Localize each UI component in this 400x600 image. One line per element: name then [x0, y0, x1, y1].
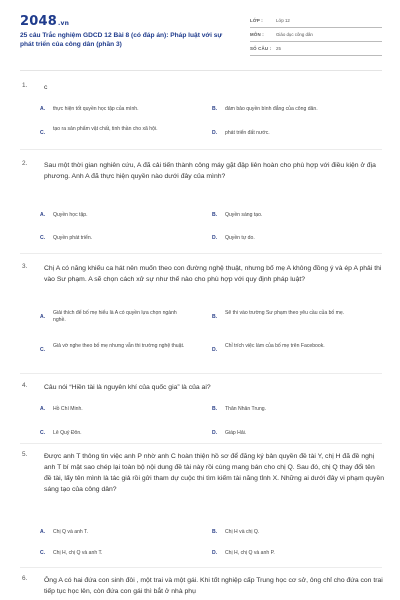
option-letter: C.	[40, 550, 46, 556]
option-letter: A.	[40, 314, 46, 320]
option-text: đảm bảo quyền bình đẳng của công dân.	[225, 106, 318, 112]
option-c[interactable]	[40, 430, 200, 437]
option-text: Hồ Chí Minh.	[53, 406, 83, 412]
question-text: Sau một thời gian nghiên cứu, A đã cải tiến thành công máy gặt đập liên hoàn cho phù hợp với điều kiện ở địa phương. Anh A đã thực hiện quyền nào dưới đây của mình?	[44, 162, 376, 180]
question-number: 1.	[22, 82, 28, 89]
logo-main: 2048	[20, 14, 57, 29]
question-separator	[20, 567, 382, 568]
option-text: Sẽ thi vào trường Sư phạm theo yêu cầu của bố mẹ.	[225, 310, 345, 316]
option-letter: D.	[212, 550, 218, 556]
meta-key: SỐ CÂU :	[250, 46, 272, 51]
option-text: Chị Q và anh T.	[53, 529, 89, 535]
option-letter: C.	[40, 130, 46, 136]
option-text: Lê Quý Đôn.	[53, 430, 82, 436]
meta-key: LỚP :	[250, 18, 263, 23]
option-text: Giải thích để bố mẹ hiểu là A có quyền lựa chọn ngành nghề.	[53, 310, 177, 323]
option-a[interactable]	[40, 212, 200, 219]
option-text: Giả vờ nghe theo bố mẹ nhưng vẫn thi trường nghệ thuật.	[53, 343, 185, 349]
option-text: Quyền học tập.	[53, 212, 88, 218]
question-number: 6.	[22, 575, 28, 582]
option-text: Chị H, chị Q và anh T.	[53, 550, 103, 556]
question-text: Chị A có năng khiếu ca hát nên muốn theo con đường nghệ thuật, nhưng bố mẹ A không đồng ý và ép A phải thi vào Sư phạm. A sẽ chọn cách xử sự như thế nào cho phù hợp với quy định pháp luật?	[44, 265, 382, 283]
option-d[interactable]	[212, 343, 352, 354]
option-a[interactable]	[40, 310, 190, 324]
option-letter: A.	[40, 212, 46, 218]
option-letter: A.	[40, 529, 46, 535]
option-letter: B.	[212, 314, 218, 320]
option-letter: B.	[212, 406, 218, 412]
option-letter: B.	[212, 212, 218, 218]
meta-value: Giáo dục công dân	[276, 32, 313, 37]
header-divider	[20, 70, 382, 71]
option-b[interactable]	[212, 212, 382, 219]
question-number: 5.	[22, 451, 28, 458]
question-separator	[20, 253, 382, 254]
question-text: Câu nói “Hiền tài là nguyên khí của quốc gia” là của ai?	[44, 384, 211, 391]
option-text: tạo ra sản phẩm vật chất, tinh thần cho xã hội.	[53, 126, 158, 132]
option-text: Chị H và chị Q.	[225, 529, 260, 535]
option-text: Quyền sáng tạo.	[225, 212, 263, 218]
option-d[interactable]	[212, 550, 382, 557]
option-letter: D.	[212, 235, 218, 241]
option-c[interactable]	[40, 550, 200, 557]
option-a[interactable]	[40, 529, 200, 536]
meta-row-class	[250, 14, 382, 28]
option-letter: C.	[40, 235, 46, 241]
page-title: 25 câu Trắc nghiệm GDCD 12 Bài 8 (có đáp án): Pháp luật với sự phát triển của công dân (phần 3)	[20, 32, 223, 48]
option-b[interactable]	[212, 310, 352, 321]
option-b[interactable]	[212, 106, 382, 113]
meta-value: 25	[276, 46, 281, 51]
option-letter: A.	[40, 406, 46, 412]
question-number: 4.	[22, 382, 28, 389]
option-text: phát triển đất nước.	[225, 130, 270, 136]
question-number: 2.	[22, 160, 28, 167]
option-letter: D.	[212, 430, 218, 436]
option-text: Chỉ trích việc làm của bố mẹ trên Facebook.	[225, 343, 325, 349]
meta-table	[250, 14, 382, 56]
question-text: c	[44, 84, 48, 91]
option-text: thực hiện tốt quyền học tập của mình.	[53, 106, 139, 112]
site-logo[interactable]	[20, 14, 69, 29]
question-text: Được anh T thông tin việc anh P nhờ anh C hoàn thiện hồ sơ để đăng ký bản quyền đề tài Y, chị H đã đề nghị anh T bí mật sao chép lại toàn bộ nội dung đề tài này rồi cùng mang bán cho chị Q. Sau đó, chị Q thay đổi tên đề tài, lấy tên mình là tác giả rồi gửi tham dự cuộc thi tìm kiếm tài năng tỉnh X. Những ai dưới đây vi phạm quyền sáng tạo của công dân?	[44, 453, 385, 493]
option-letter: B.	[212, 106, 218, 112]
option-c[interactable]	[40, 343, 190, 354]
option-a[interactable]	[40, 406, 200, 413]
option-letter: D.	[212, 347, 218, 353]
meta-value: Lớp 12	[276, 18, 290, 23]
option-letter: D.	[212, 130, 218, 136]
option-d[interactable]	[212, 235, 382, 242]
option-a[interactable]	[40, 106, 200, 113]
option-text: Chị H, chị Q và anh P.	[225, 550, 275, 556]
option-text: Thân Nhân Trung.	[225, 406, 267, 412]
option-d[interactable]	[212, 130, 382, 137]
option-letter: C.	[40, 430, 46, 436]
option-b[interactable]	[212, 406, 382, 413]
question-separator	[20, 443, 382, 444]
option-letter: B.	[212, 529, 218, 535]
option-letter: C.	[40, 347, 46, 353]
option-d[interactable]	[212, 430, 382, 437]
question-number: 3.	[22, 263, 28, 270]
question-separator	[20, 373, 382, 374]
meta-row-subject	[250, 28, 382, 42]
option-c[interactable]	[40, 126, 180, 137]
option-letter: A.	[40, 106, 46, 112]
question-text: Ông A có hai đứa con sinh đôi , một trai và một gái. Khi tốt nghiệp cấp Trung học cơ sở, ông chỉ cho đứa con trai tiếp tục học lên, còn đứa con gái thì bắt ở nhà phụ	[44, 577, 383, 595]
option-text: Quyền tự do.	[225, 235, 255, 241]
logo-suffix: .vn	[57, 20, 70, 27]
question-separator	[20, 149, 382, 150]
option-text: Giáp Hải.	[225, 430, 247, 436]
meta-row-count	[250, 42, 382, 56]
option-text: Quyền phát triển.	[53, 235, 93, 241]
document-header	[0, 0, 400, 66]
option-c[interactable]	[40, 235, 200, 242]
option-b[interactable]	[212, 529, 382, 536]
meta-key: MÔN :	[250, 32, 264, 37]
